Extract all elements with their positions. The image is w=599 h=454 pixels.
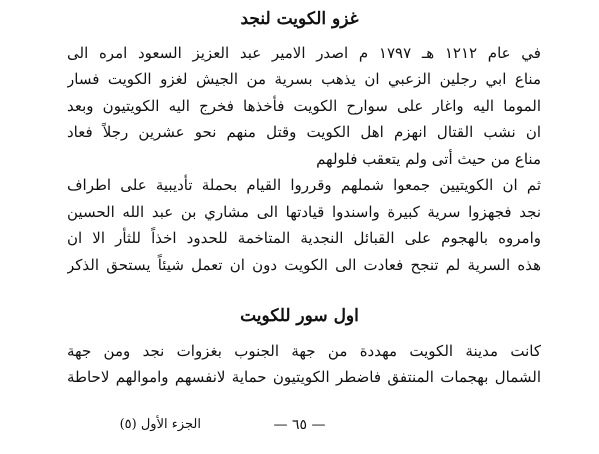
paragraph-line: ثم ان الكويتيين جمعوا شملهم وقرروا القيام بحملة تأديبية على اطراف (67, 176, 541, 194)
paragraph-line: ان نشب القتال انهزم اهل الكويت وقتل منهم نحو عشرين رجلاً فعاد (67, 123, 541, 141)
paragraph-line: مناع ابي رجلين الزعبي ان يذهب بسرية من الجيش لغزو الكويت فسار (67, 70, 541, 88)
paragraph-line-last: مناع من حيث أتى ولم يتعقب فلولهم (316, 150, 541, 168)
paragraph-line: في عام ١٢١٢ هـ ١٧٩٧ م اصدر الامير عبد العزيز السعود امره الى (67, 44, 541, 62)
page-footer (0, 414, 599, 436)
paragraph-line: وامروه بالهجوم على القبائل النجدية المتاخمة للحدود اخذاً للثأر الا ان (67, 229, 541, 247)
paragraph-line: هذه السرية لم تنجح فعادت الى الكويت دون ان تعمل شيئاً يستحق الذكر (67, 256, 541, 274)
paragraph-line: الموما اليه واغار على سوارح الكويت فأخذها فخرج اليه الكويتيون وبعد (67, 97, 541, 115)
paragraph-line: كانت مدينة الكويت مهددة من جهة الجنوب بغزوات نجد ومن جهة (67, 342, 541, 360)
page-number: — ٦٥ — (273, 417, 326, 433)
section-heading-kuwait-raid-on-najd: غزو الكويت لنجد (240, 9, 359, 29)
paragraph-line: نجد فجهزوا سرية كبيرة واسندوا قيادتها الى مشاري بن عبد الله الحسين (67, 203, 541, 221)
section-heading-first-wall-of-kuwait: اول سور للكويت (240, 306, 359, 326)
volume-part-label: الجزء الأول (٥) (119, 417, 201, 432)
paragraph-line: الشمال بهجمات المنتفق فاضطر الكويتيون حماية لانفسهم واموالهم لاحاطة (67, 368, 541, 386)
